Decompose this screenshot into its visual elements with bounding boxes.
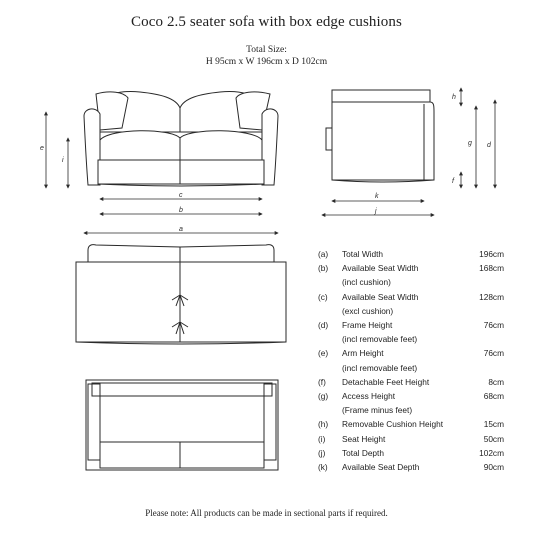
spec-label: Total Width <box>342 249 384 259</box>
spec-row <box>318 462 504 476</box>
spec-value: 15cm <box>483 419 504 430</box>
dim-label-a: a <box>179 226 183 233</box>
spec-value: 76cm <box>483 348 504 359</box>
spec-letter: (d) <box>318 320 329 330</box>
spec-value: 102cm <box>479 447 504 458</box>
spec-label: (incl removable feet) <box>342 362 418 373</box>
spec-value: 128cm <box>479 291 504 302</box>
sofa-front-view <box>84 92 278 186</box>
spec-row <box>318 249 504 263</box>
spec-letter: (b) <box>318 263 329 274</box>
spec-letter: (a) <box>318 249 329 259</box>
spec-value: 76cm <box>483 320 504 330</box>
spec-label: Available Seat Width <box>342 291 419 302</box>
spec-letter: (e) <box>318 348 329 359</box>
spec-row <box>318 434 504 448</box>
dim-label-c: c <box>179 192 183 199</box>
dim-label-f: f <box>452 178 454 185</box>
sofa-top-view <box>86 380 278 470</box>
page-title: Coco 2.5 seater sofa with box edge cushions <box>131 14 402 30</box>
spec-label: Arm Height <box>342 348 384 359</box>
spec-letter: (k) <box>318 462 328 472</box>
spec-row <box>318 306 504 320</box>
dim-label-b: b <box>179 207 183 214</box>
spec-row <box>318 363 504 377</box>
dim-label-j: j <box>375 208 377 215</box>
spec-row <box>318 405 504 419</box>
dim-label-k: k <box>375 193 379 200</box>
dim-label-g: g <box>468 140 472 147</box>
dim-label-e: e <box>40 145 44 152</box>
spec-label: Removable Cushion Height <box>342 419 444 430</box>
total-size-label: Total Size: <box>246 45 287 55</box>
spec-row <box>318 334 504 348</box>
spec-value: 196cm <box>479 249 504 259</box>
spec-row <box>318 277 504 291</box>
spec-row <box>318 320 504 334</box>
spec-letter: (h) <box>318 419 329 430</box>
spec-value: 8cm <box>488 376 504 387</box>
spec-row <box>318 419 504 433</box>
spec-row <box>318 391 504 405</box>
spec-letter: (j) <box>318 447 326 458</box>
spec-value: 90cm <box>483 462 504 472</box>
spec-letter: (i) <box>318 433 326 444</box>
spec-label: Total Depth <box>342 447 384 458</box>
spec-label: (excl cushion) <box>342 305 394 316</box>
spec-row <box>318 263 504 277</box>
spec-label: Frame Height <box>342 320 393 330</box>
spec-letter: (g) <box>318 391 329 401</box>
spec-row <box>318 348 504 362</box>
footnote: Please note: All products can be made in sectional parts if required. <box>145 508 388 518</box>
spec-label: Available Seat Depth <box>342 462 420 472</box>
spec-value: 50cm <box>483 433 504 444</box>
spec-value: 168cm <box>479 263 504 274</box>
spec-value: 68cm <box>483 391 504 401</box>
spec-letter: (c) <box>318 291 328 302</box>
spec-row <box>318 292 504 306</box>
spec-label: Detachable Feet Height <box>342 376 430 387</box>
sofa-back-view <box>76 245 286 344</box>
spec-label: Available Seat Width <box>342 263 419 274</box>
spec-label: (Frame minus feet) <box>342 405 413 416</box>
spec-row <box>318 448 504 462</box>
spec-label: Access Height <box>342 391 396 401</box>
spec-label: (incl cushion) <box>342 277 391 288</box>
spec-row <box>318 377 504 391</box>
spec-label: (incl removable feet) <box>342 334 418 345</box>
sofa-side-view <box>326 90 434 182</box>
dim-label-h: h <box>452 94 456 101</box>
spec-label: Seat Height <box>342 433 386 444</box>
dim-label-i: i <box>62 157 64 164</box>
dim-label-d: d <box>487 142 491 149</box>
spec-letter: (f) <box>318 376 326 387</box>
total-size-value: H 95cm x W 196cm x D 102cm <box>205 57 328 67</box>
